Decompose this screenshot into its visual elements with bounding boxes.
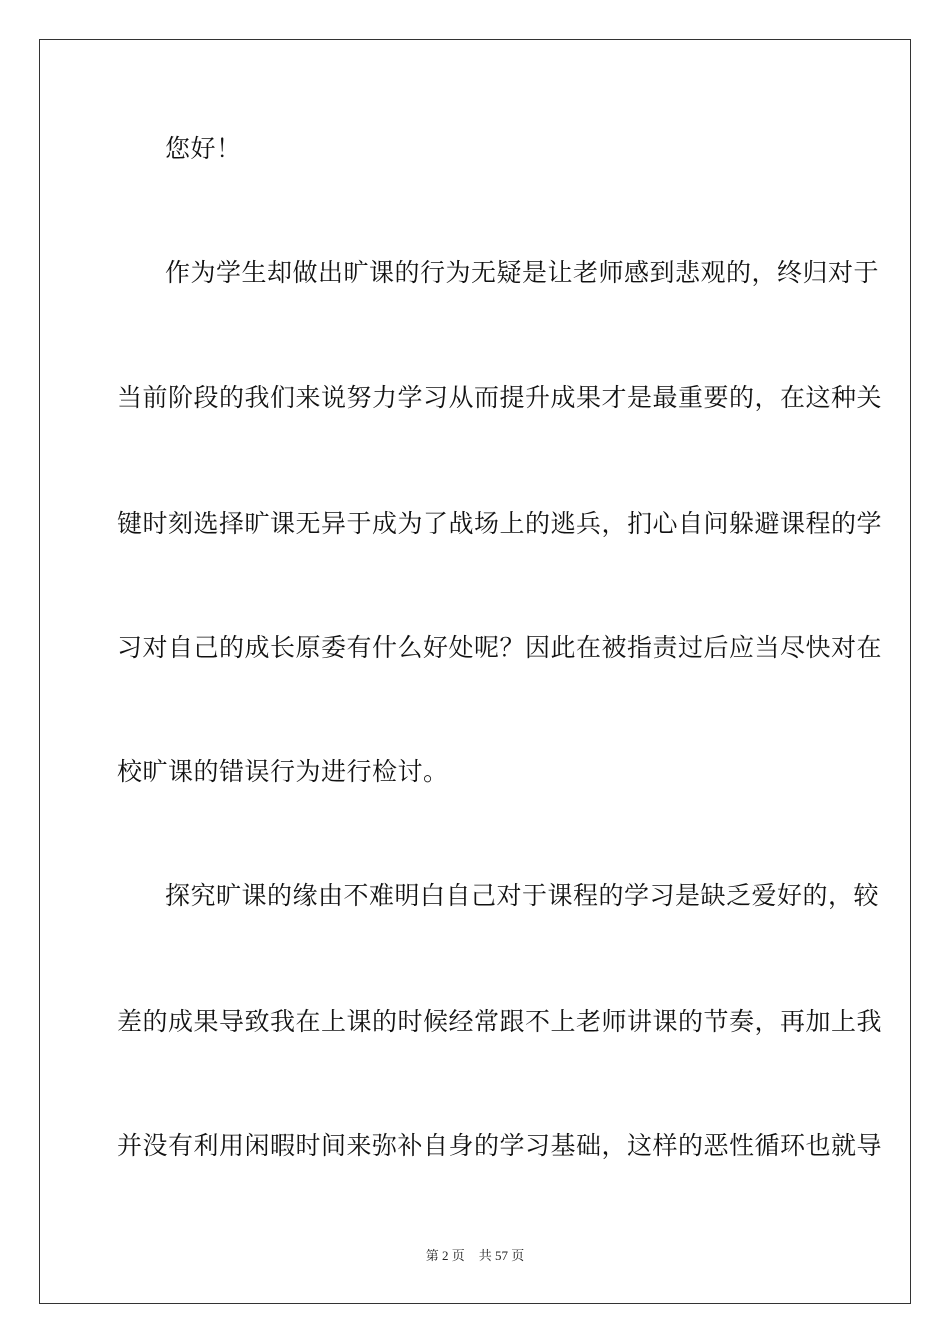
text-line: 作为学生却做出旷课的行为无疑是让老师感到悲观的，终归对于 bbox=[165, 258, 880, 287]
text-line: 并没有利用闲暇时间来弥补自身的学习基础，这样的恶性循环也就导 bbox=[117, 1131, 883, 1160]
text-line: 当前阶段的我们来说努力学习从而提升成果才是最重要的，在这种关 bbox=[117, 383, 883, 412]
text-line: 校旷课的错误行为进行检讨。 bbox=[117, 757, 449, 786]
page-total: 共 57 页 bbox=[478, 1248, 525, 1263]
page-number: 第 2 页 bbox=[425, 1248, 465, 1263]
text-line: 习对自己的成长原委有什么好处呢？因此在被指责过后应当尽快对在 bbox=[117, 633, 883, 662]
text-line: 探究旷课的缘由不难明白自己对于课程的学习是缺乏爱好的，较 bbox=[165, 881, 880, 910]
text-line: 键时刻选择旷课无异于成为了战场上的逃兵，扪心自问躲避课程的学 bbox=[117, 509, 883, 538]
page-footer bbox=[0, 1248, 950, 1264]
greeting-line: 您好！ bbox=[165, 134, 242, 163]
page-border bbox=[39, 39, 911, 1304]
text-line: 差的成果导致我在上课的时候经常跟不上老师讲课的节奏，再加上我 bbox=[117, 1007, 883, 1036]
